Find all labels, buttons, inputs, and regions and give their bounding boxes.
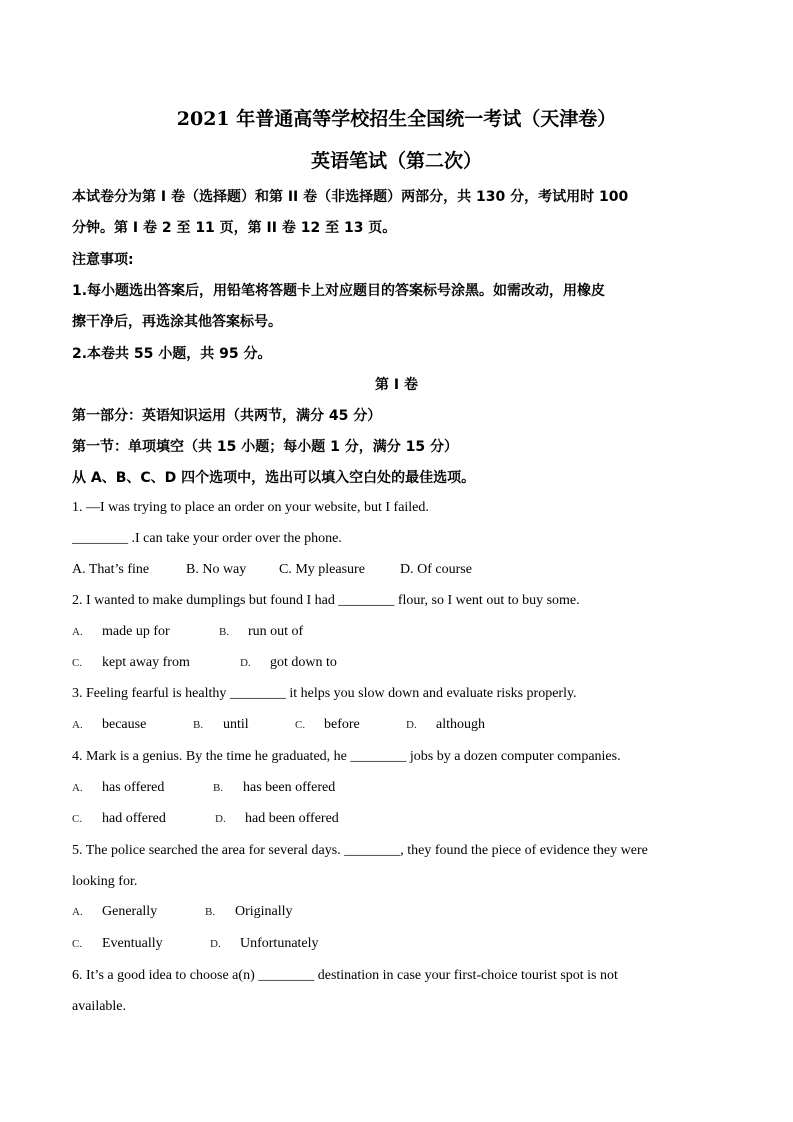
- instruction: 从 A、B、C、D 四个选项中，选出可以填入空白处的最佳选项。: [72, 470, 476, 486]
- question-1-line-2: ________ .I can take your order over the phone.: [72, 531, 342, 546]
- note-1-line-1: 1.每小题选出答案后，用铅笔将答题卡上对应题目的答案标号涂黑。如需改动，用橡皮: [72, 283, 606, 299]
- question-1-line-1: 1. —I was trying to place an order on your website, but I failed.: [72, 500, 429, 515]
- question-4: 4. Mark is a genius. By the time he graduated, he ________ jobs by a dozen computer companies.: [72, 749, 621, 764]
- q2-option-d: got down to: [270, 655, 337, 670]
- q2-option-c: kept away from: [102, 655, 190, 670]
- q2-letter-a: A.: [72, 626, 83, 638]
- q3-option-b: until: [223, 717, 249, 732]
- volume-heading: 第 I 卷: [375, 377, 418, 393]
- question-5-line-1: 5. The police searched the area for several days. ________, they found the piece of evidence they were: [72, 843, 648, 858]
- q5-letter-c: C.: [72, 938, 83, 950]
- q1-option-c: C. My pleasure: [279, 562, 365, 577]
- q2-letter-d: D.: [240, 657, 251, 669]
- question-6-line-1: 6. It’s a good idea to choose a(n) ________ destination in case your first-choice tourist spot is not: [72, 968, 618, 983]
- q2-letter-b: B.: [219, 626, 230, 638]
- q3-option-d: although: [436, 717, 485, 732]
- question-3: 3. Feeling fearful is healthy ________ it helps you slow down and evaluate risks properly.: [72, 686, 577, 701]
- q4-option-a: has offered: [102, 780, 165, 795]
- q1-option-d: D. Of course: [400, 562, 472, 577]
- q5-option-c: Eventually: [102, 936, 163, 951]
- q5-option-d: Unfortunately: [240, 936, 319, 951]
- intro-line-2: 分钟。第 I 卷 2 至 11 页，第 II 卷 12 至 13 页。: [72, 220, 397, 236]
- q3-letter-d: D.: [406, 719, 417, 731]
- q4-letter-b: B.: [213, 782, 224, 794]
- q3-letter-b: B.: [193, 719, 204, 731]
- q4-option-c: had offered: [102, 811, 166, 826]
- q4-letter-d: D.: [215, 813, 226, 825]
- q1-option-b: B. No way: [186, 562, 247, 577]
- q1-option-a: A. That’s fine: [72, 562, 150, 577]
- q3-letter-c: C.: [295, 719, 306, 731]
- q3-option-c: before: [324, 717, 360, 732]
- question-5-line-2: looking for.: [72, 874, 138, 889]
- q4-letter-a: A.: [72, 782, 83, 794]
- q3-letter-a: A.: [72, 719, 83, 731]
- q5-option-a: Generally: [102, 904, 158, 919]
- question-6-line-2: available.: [72, 999, 127, 1014]
- q5-letter-d: D.: [210, 938, 221, 950]
- q2-option-b: run out of: [248, 624, 304, 639]
- q5-letter-b: B.: [205, 906, 216, 918]
- q2-letter-c: C.: [72, 657, 83, 669]
- q3-option-a: because: [102, 717, 147, 732]
- note-2: 2.本卷共 55 小题，共 95 分。: [72, 346, 272, 362]
- section-1-heading: 第一节：单项填空（共 15 小题；每小题 1 分，满分 15 分）: [72, 439, 458, 455]
- q4-option-d: had been offered: [245, 811, 339, 826]
- q4-letter-c: C.: [72, 813, 83, 825]
- exam-subtitle: 英语笔试（第二次）: [310, 150, 482, 172]
- q5-option-b: Originally: [235, 904, 293, 919]
- q5-letter-a: A.: [72, 906, 83, 918]
- question-2: 2. I wanted to make dumplings but found I had ________ flour, so I went out to buy some.: [72, 593, 580, 608]
- q2-option-a: made up for: [102, 624, 170, 639]
- q4-option-b: has been offered: [243, 780, 336, 795]
- part-1-heading: 第一部分：英语知识运用（共两节，满分 45 分）: [72, 408, 382, 424]
- intro-line-1: 本试卷分为第 I 卷（选择题）和第 II 卷（非选择题）两部分，共 130 分，考试用时 100: [72, 189, 629, 205]
- notes-title: 注意事项:: [72, 252, 134, 268]
- exam-title: 2021 年普通高等学校招生全国统一考试（天津卷）: [176, 108, 617, 130]
- note-1-line-2: 擦干净后，再选涂其他答案标号。: [72, 314, 282, 330]
